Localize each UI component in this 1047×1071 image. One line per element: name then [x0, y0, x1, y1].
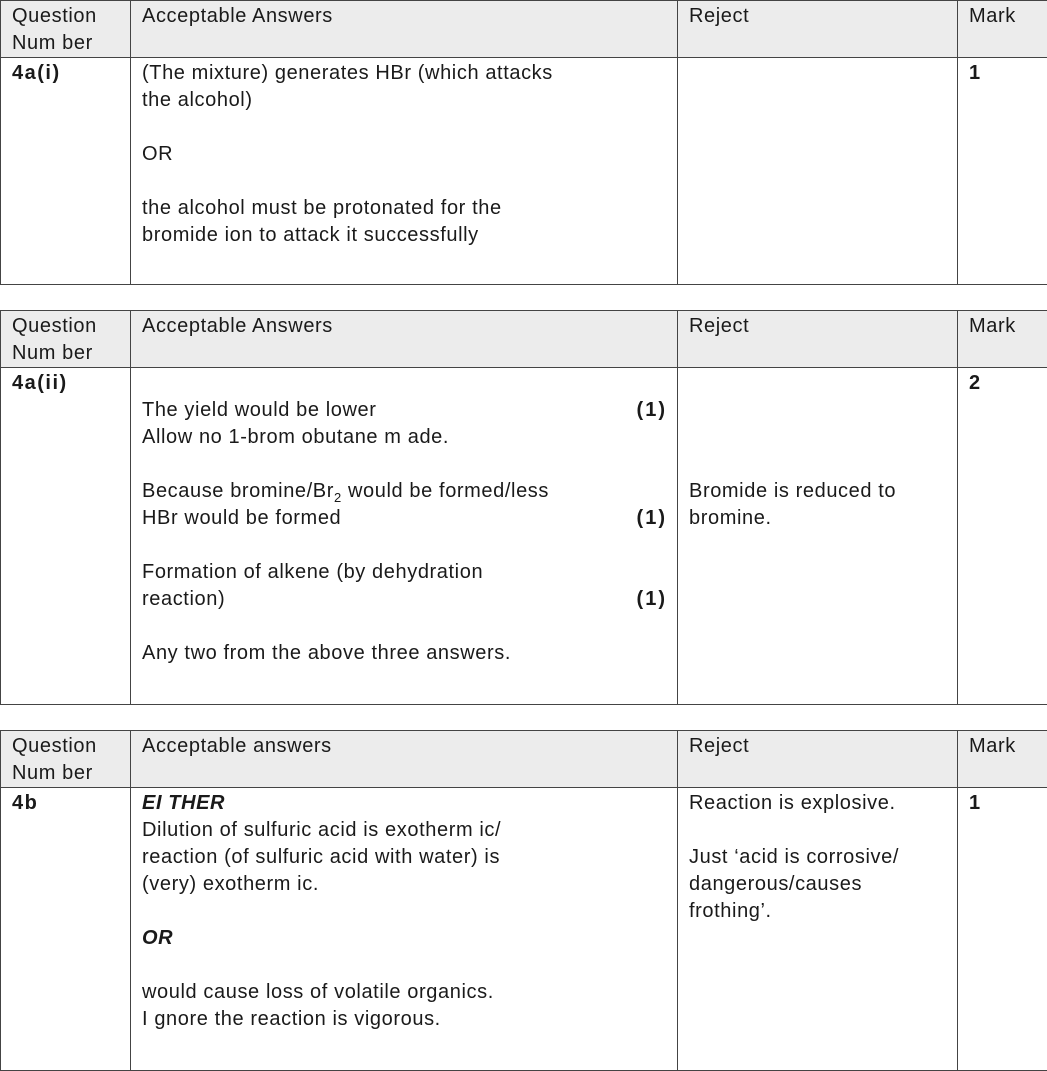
answer-line: (very) exotherm ic.: [142, 871, 667, 898]
question-number: 4b: [12, 792, 38, 814]
answer-line: would cause loss of volatile organics.: [142, 979, 667, 1006]
answer-line: Allow no 1-brom obutane m ade.: [142, 424, 667, 451]
reject-line: dangerous/causes: [689, 871, 947, 898]
header-acceptable-answers: Acceptable answers: [131, 731, 678, 788]
answer-line: I gnore the reaction is vigorous.: [142, 1006, 667, 1033]
question-number-cell: [1, 788, 131, 1071]
answer-line: The yield would be lower (1): [142, 397, 667, 424]
reject-line: Just ‘acid is corrosive/: [689, 844, 947, 871]
table-row: [1, 788, 1047, 1071]
question-number: 4a(ii): [12, 372, 68, 394]
mark-cell: [958, 368, 1047, 705]
point-value: (1): [637, 505, 667, 532]
answer-line: Any two from the above three answers.: [142, 640, 667, 667]
header-question-number: Question Num ber: [1, 311, 131, 368]
answer-or: OR: [142, 925, 667, 952]
answer-line: HBr would be formed (1): [142, 505, 667, 532]
header-reject: Reject: [678, 731, 958, 788]
reject-line: Bromide is reduced to: [689, 478, 947, 505]
answer-line: (The mixture) generates HBr (which attacks: [142, 60, 667, 87]
reject-cell: [678, 788, 958, 1071]
question-number-cell: [1, 368, 131, 705]
mark-scheme-table-4a-ii: [0, 310, 1047, 705]
reject-line: bromine.: [689, 505, 947, 532]
reject-line: Reaction is explosive.: [689, 790, 947, 817]
answer-line: bromide ion to attack it successfully: [142, 222, 667, 249]
table-row: [1, 58, 1047, 285]
header-mark: Mark: [958, 1, 1047, 58]
answer-line: the alcohol): [142, 87, 667, 114]
mark-cell: [958, 58, 1047, 285]
question-number-cell: [1, 58, 131, 285]
table-row: [1, 368, 1047, 705]
acceptable-answers-cell: [131, 58, 678, 285]
mark-scheme-table-4a-i: [0, 0, 1047, 285]
header-row: [1, 311, 1047, 368]
answer-line: Formation of alkene (by dehydration: [142, 559, 667, 586]
header-mark: Mark: [958, 311, 1047, 368]
acceptable-answers-cell: [131, 788, 678, 1071]
header-question-number: Question Num ber: [1, 1, 131, 58]
acceptable-answers-cell: [131, 368, 678, 705]
point-value: (1): [637, 397, 667, 424]
header-question-number: Question Num ber: [1, 731, 131, 788]
mark-scheme-table-4b: [0, 730, 1047, 1071]
reject-cell: [678, 58, 958, 285]
answer-or: OR: [142, 141, 667, 168]
header-acceptable-answers: Acceptable Answers: [131, 311, 678, 368]
mark-value: 1: [969, 62, 981, 84]
header-reject: Reject: [678, 311, 958, 368]
header-row: [1, 1, 1047, 58]
header-row: [1, 731, 1047, 788]
answer-either: EI THER: [142, 790, 667, 817]
header-reject: Reject: [678, 1, 958, 58]
mark-value: 2: [969, 372, 981, 394]
header-mark: Mark: [958, 731, 1047, 788]
answer-line: Dilution of sulfuric acid is exotherm ic/: [142, 817, 667, 844]
mark-cell: [958, 788, 1047, 1071]
answer-line: reaction) (1): [142, 586, 667, 613]
question-number: 4a(i): [12, 62, 61, 84]
answer-line: reaction (of sulfuric acid with water) is: [142, 844, 667, 871]
header-acceptable-answers: Acceptable Answers: [131, 1, 678, 58]
answer-line: the alcohol must be protonated for the: [142, 195, 667, 222]
reject-cell: [678, 368, 958, 705]
mark-value: 1: [969, 792, 981, 814]
answer-line: Because bromine/$Br_2$ would be formed/less: [142, 478, 667, 505]
reject-line: frothing’.: [689, 898, 947, 925]
point-value: (1): [637, 586, 667, 613]
